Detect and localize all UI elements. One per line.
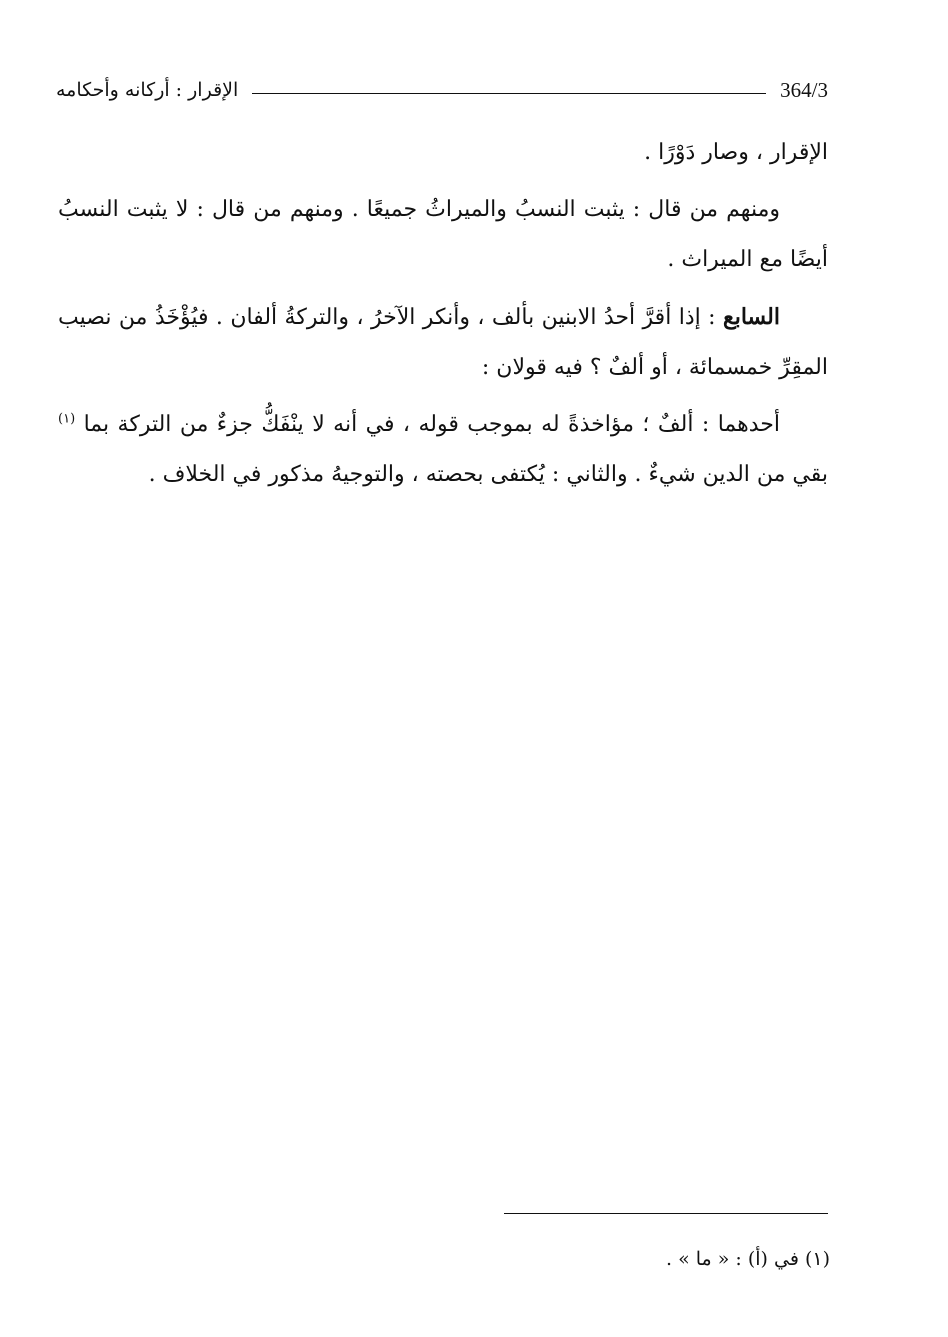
paragraph-1: الإقرار ، وصار دَوْرًا .	[644, 140, 828, 165]
running-title: الإقرار : أركانه وأحكامه	[56, 79, 239, 101]
footnote-reference: (١)	[58, 411, 76, 427]
paragraph-4-text-b: بقي من الدين شيءٌ . والثاني : يُكتفى بحصته ، والتوجيهُ مذكور في الخلاف .	[148, 462, 828, 487]
section-lead-word: السابع	[723, 304, 780, 330]
paragraph-2: ومنهم من قال : يثبت النسبُ والميراثُ جميعًا . ومنهم من قال : لا يثبت النسبُ أيضًا مع الميراث .	[58, 197, 828, 272]
paragraph-3-text: : إذا أقرَّ أحدُ الابنين بألف ، وأنكر الآخرُ ، والتركةُ ألفان . فيُؤْخَذُ من نصيب المقِرِّ خمسمائة ، أو ألفٌ ؟ فيه قولان :	[58, 305, 828, 380]
footnote-1: (١) في (أ) : « ما » .	[665, 1248, 830, 1270]
body-text	[58, 128, 828, 507]
paragraph-4	[58, 400, 828, 500]
page-number: 364/3	[780, 77, 828, 102]
paragraph-4-text-a: أحدهما : ألفٌ ؛ مؤاخذةً له بموجب قوله ، في أنه لا ينْفَكُّ جزءٌ من التركة بما	[75, 412, 780, 437]
header-rule	[252, 93, 766, 94]
footnote-separator	[504, 1213, 828, 1214]
page-header	[56, 72, 828, 108]
paragraph-3	[58, 292, 828, 393]
